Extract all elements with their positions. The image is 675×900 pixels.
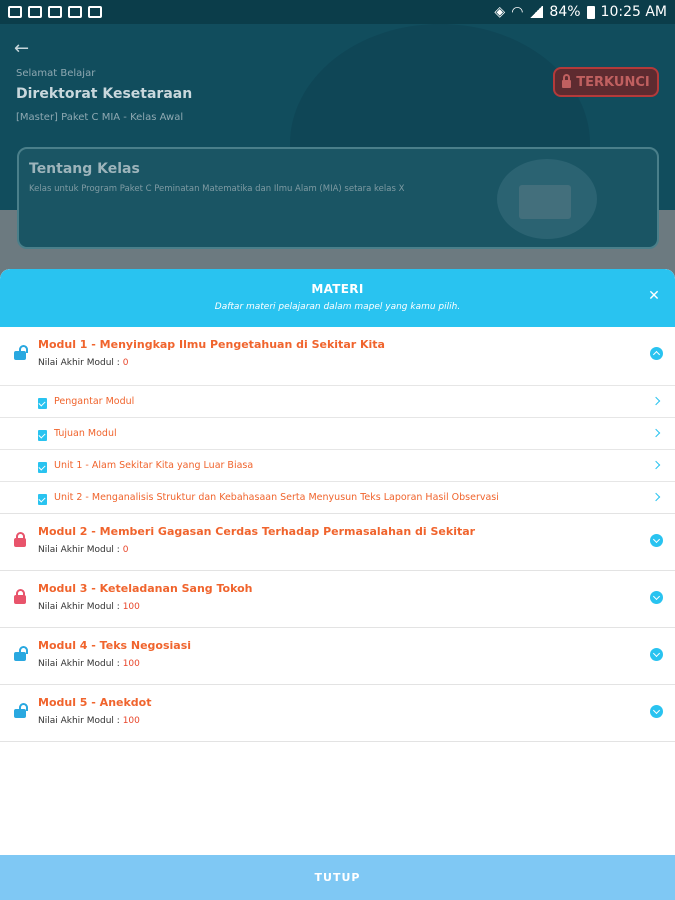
sheet-title: MATERI xyxy=(311,282,364,296)
score-value: 100 xyxy=(122,602,140,612)
close-button[interactable]: TUTUP xyxy=(0,855,675,900)
lock-icon xyxy=(12,589,28,605)
chevron-down-icon[interactable] xyxy=(650,591,663,604)
module-score xyxy=(38,545,128,555)
about-class-text: Kelas untuk Program Paket C Peminatan Matematika dan Ilmu Alam (MIA) setara kelas X xyxy=(29,184,405,194)
submodule-item[interactable] xyxy=(0,481,675,513)
chevron-down-icon[interactable] xyxy=(650,648,663,661)
class-subtitle: [Master] Paket C MIA - Kelas Awal xyxy=(16,112,184,123)
module-title: Modul 3 - Keteladanan Sang Tokoh xyxy=(38,582,253,595)
submodule-label: Unit 2 - Menganalisis Struktur dan Kebahasaan Serta Menyusun Teks Laporan Hasil Observasi xyxy=(54,492,499,503)
chevron-right-icon xyxy=(652,461,660,469)
module-score xyxy=(38,602,140,612)
about-class-title: Tentang Kelas xyxy=(29,161,140,177)
clock: 10:25 AM xyxy=(600,4,667,20)
status-bar xyxy=(0,0,675,24)
module-score xyxy=(38,716,140,726)
module-title: Modul 1 - Menyingkap Ilmu Pengetahuan di Sekitar Kita xyxy=(38,338,385,351)
locked-button[interactable] xyxy=(553,67,659,97)
module-item xyxy=(0,514,675,571)
materials-sheet xyxy=(0,269,675,900)
battery-percent: 84% xyxy=(549,4,581,20)
back-arrow-icon[interactable]: ← xyxy=(14,38,30,59)
score-label: Nilai Akhir Modul : xyxy=(38,358,120,368)
chevron-up-icon[interactable] xyxy=(650,347,663,360)
score-label: Nilai Akhir Modul : xyxy=(38,602,120,612)
chevron-down-icon[interactable] xyxy=(650,705,663,718)
notification-image-icon xyxy=(8,6,22,18)
notification-mail-icon xyxy=(88,6,102,18)
submodule-item[interactable] xyxy=(0,417,675,449)
system-status xyxy=(494,4,675,20)
submodule-label: Tujuan Modul xyxy=(54,428,117,439)
signal-icon xyxy=(529,6,543,18)
module-score xyxy=(38,358,128,368)
score-value: 100 xyxy=(122,659,140,669)
sheet-header xyxy=(0,269,675,327)
module-header[interactable] xyxy=(0,685,675,741)
chevron-right-icon xyxy=(652,429,660,437)
checklist-icon xyxy=(38,430,47,441)
module-header[interactable] xyxy=(0,327,675,385)
module-title: Modul 5 - Anekdot xyxy=(38,696,152,709)
score-label: Nilai Akhir Modul : xyxy=(38,545,120,555)
module-item xyxy=(0,327,675,514)
score-value: 100 xyxy=(122,716,140,726)
notification-gmail-icon xyxy=(48,6,62,18)
close-icon[interactable]: ✕ xyxy=(648,288,660,304)
score-value: 0 xyxy=(122,545,129,555)
checklist-icon xyxy=(38,462,47,473)
score-value: 0 xyxy=(122,358,129,368)
module-title: Modul 4 - Teks Negosiasi xyxy=(38,639,192,652)
notification-icons xyxy=(0,6,102,18)
about-class-card xyxy=(17,147,659,249)
submodule-item[interactable] xyxy=(0,449,675,481)
class-illustration xyxy=(497,159,597,239)
module-item xyxy=(0,685,675,742)
unlocked-icon xyxy=(12,646,28,662)
unlocked-icon xyxy=(12,703,28,719)
unlocked-icon xyxy=(12,345,28,361)
locked-label: TERKUNCI xyxy=(576,74,650,90)
module-title: Modul 2 - Memberi Gagasan Cerdas Terhadap Permasalahan di Sekitar xyxy=(38,525,476,538)
greeting-text: Selamat Belajar xyxy=(16,68,96,79)
submodule-label: Pengantar Modul xyxy=(54,396,135,407)
score-label: Nilai Akhir Modul : xyxy=(38,716,120,726)
module-header[interactable] xyxy=(0,514,675,570)
score-label: Nilai Akhir Modul : xyxy=(38,659,120,669)
notification-image-icon xyxy=(68,6,82,18)
checklist-icon xyxy=(38,494,47,505)
notification-mail-icon xyxy=(28,6,42,18)
battery-icon xyxy=(587,6,595,19)
vibrate-icon: ◈ xyxy=(494,4,506,20)
checklist-icon xyxy=(38,398,47,409)
wifi-icon: ◠ xyxy=(511,4,524,20)
module-item xyxy=(0,571,675,628)
sheet-subtitle: Daftar materi pelajaran dalam mapel yang kamu pilih. xyxy=(214,302,461,312)
submodule-label: Unit 1 - Alam Sekitar Kita yang Luar Biasa xyxy=(54,460,254,471)
chevron-right-icon xyxy=(652,493,660,501)
module-item xyxy=(0,628,675,685)
chevron-down-icon[interactable] xyxy=(650,534,663,547)
chevron-right-icon xyxy=(652,397,660,405)
lock-icon xyxy=(562,80,571,88)
submodule-item[interactable] xyxy=(0,385,675,417)
module-score xyxy=(38,659,140,669)
module-header[interactable] xyxy=(0,628,675,684)
module-header[interactable] xyxy=(0,571,675,627)
page-title: Direktorat Kesetaraan xyxy=(16,86,193,102)
lock-icon xyxy=(12,532,28,548)
